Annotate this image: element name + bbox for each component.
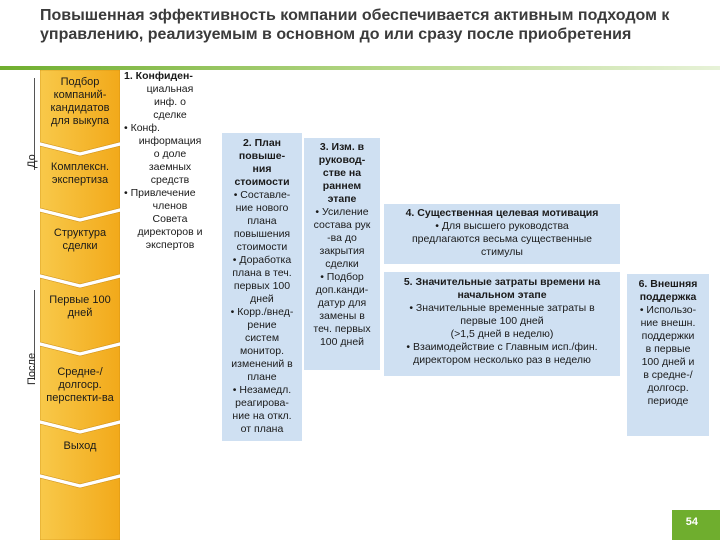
box3-title-4: этапе [327, 193, 357, 205]
box3-title-3: раннем [322, 180, 362, 192]
after-label: После [26, 352, 38, 385]
stage-due-diligence: Комплексн. экспертиза [50, 161, 110, 186]
slide-title: Повышенная эффективность компании обеспечивается активным подходом к управлению, реализуемым в основном до или сразу после приобретения [40, 7, 670, 43]
box3-line-5: • Подбор [320, 271, 364, 283]
box2-title-3: стоимости [234, 176, 290, 188]
stage-first-100-days: Первые 100 дней [49, 294, 111, 319]
box3-line-10: 100 дней [319, 336, 365, 348]
box2-line-3: повышения [233, 228, 291, 240]
box4-title: 4. Существенная целевая мотивация [405, 207, 599, 219]
box-value-plan [222, 133, 302, 441]
box2-line-2: плана [247, 215, 277, 227]
box2-line-11: систем [244, 332, 280, 344]
box1-line-6: членов [152, 200, 188, 212]
box4-line-2: стимулы [481, 246, 523, 258]
box5-title-0: 5. Значительные затраты времени на [403, 276, 601, 288]
stage-deal-structure: Структура сделки [53, 227, 107, 252]
box3-line-1: состава рук [313, 219, 371, 231]
box2-line-9: • Корр./внед- [230, 306, 294, 318]
box1-line-8: директоров и [137, 226, 203, 238]
box3-title-2: стве на [322, 167, 362, 179]
box6-line-7: периоде [647, 395, 689, 407]
box6-line-5: в средне-/ [643, 369, 693, 381]
box6-title-1: поддержка [639, 291, 697, 303]
box2-line-17: ние на откл. [232, 410, 292, 422]
box5-line-1: первые 100 дней [460, 315, 544, 327]
box1-title-0: 1. Конфиден- [124, 70, 193, 82]
box2-line-18: от плана [240, 423, 284, 435]
box1-line-9: экспертов [145, 239, 195, 251]
box2-line-6: плана в теч. [232, 267, 292, 279]
stage-screening: Подбор компаний-кандидатов для выкупа [50, 76, 110, 127]
box2-line-7: первых 100 [233, 280, 291, 292]
box3-line-8: замены в [319, 310, 365, 322]
box3-title-0: 3. Изм. в [319, 141, 365, 153]
box2-title-2: ния [252, 163, 272, 175]
box6-line-6: долгоср. [647, 382, 689, 394]
box3-line-0: • Усиление [315, 206, 369, 218]
box3-line-6: доп.канди- [315, 284, 369, 296]
box3-line-2: -ва до [327, 232, 357, 244]
box4-line-1: предлагаются весьма существенные [411, 233, 593, 245]
box6-line-3: в первые [645, 343, 691, 355]
box6-line-0: • Использо- [639, 304, 697, 316]
box5-line-0: • Значительные временные затраты в [409, 302, 595, 314]
chevron-7 [40, 478, 120, 540]
box2-line-13: изменений в [231, 358, 293, 370]
box6-line-2: поддержки [641, 330, 695, 342]
box1-title-3: сделке [153, 109, 187, 121]
box1-line-0: • Конф. [124, 122, 160, 134]
box1-title-2: инф. о [154, 96, 186, 108]
box3-line-9: теч. первых [313, 323, 371, 335]
stage-exit: Выход [63, 440, 97, 452]
stage-long-term: Средне-/ долгоср. перспекти-ва [46, 366, 114, 404]
box5-line-3: • Взаимодействие с Главным исп./фин. [406, 341, 598, 353]
box2-line-4: стоимости [236, 241, 288, 253]
box4-line-0: • Для высшего руководства [435, 220, 569, 232]
box1-line-3: заемных [148, 161, 192, 173]
box1-line-2: о доле [153, 148, 187, 160]
page-number: 54 [672, 510, 720, 540]
box5-line-2: (>1,5 дней в неделю) [450, 328, 554, 340]
box3-line-3: закрытия [319, 245, 365, 257]
box1-line-1: информация [138, 135, 202, 147]
box6-title-0: 6. Внешняя [638, 278, 698, 290]
box-management-changes [304, 138, 380, 370]
box3-line-7: датур для [317, 297, 367, 309]
box3-line-4: сделки [325, 258, 359, 270]
box2-line-16: реагирова- [235, 397, 289, 409]
box1-line-7: Совета [152, 213, 188, 225]
box-external-support [627, 274, 709, 436]
box1-line-4: средств [150, 174, 190, 186]
box-time-investment [384, 272, 620, 376]
box2-line-15: • Незамедл. [232, 384, 292, 396]
box2-title-1: повыше- [238, 150, 286, 162]
box2-line-5: • Доработка [232, 254, 292, 266]
box5-title-1: начальном этапе [457, 289, 547, 301]
box2-line-1: ние нового [235, 202, 289, 214]
box2-title-0: 2. План [242, 137, 282, 149]
box3-title-1: руковод- [318, 154, 366, 166]
before-label: До [26, 154, 38, 168]
box5-line-4: директором несколько раз в неделю [413, 354, 591, 366]
box1-line-5: • Привлечение [124, 187, 196, 199]
box2-line-10: рение [247, 319, 277, 331]
box2-line-14: плане [247, 371, 277, 383]
box2-line-12: монитор. [239, 345, 284, 357]
box2-line-8: дней [250, 293, 274, 305]
box6-line-1: ние внешн. [640, 317, 696, 329]
box-target-motivation [384, 204, 620, 264]
box1-title-1: циальная [146, 83, 194, 95]
box6-line-4: 100 дней и [641, 356, 695, 368]
chevron-6 [40, 424, 120, 484]
box2-line-0: • Составле- [233, 189, 291, 201]
box-confidential-info [120, 70, 216, 270]
